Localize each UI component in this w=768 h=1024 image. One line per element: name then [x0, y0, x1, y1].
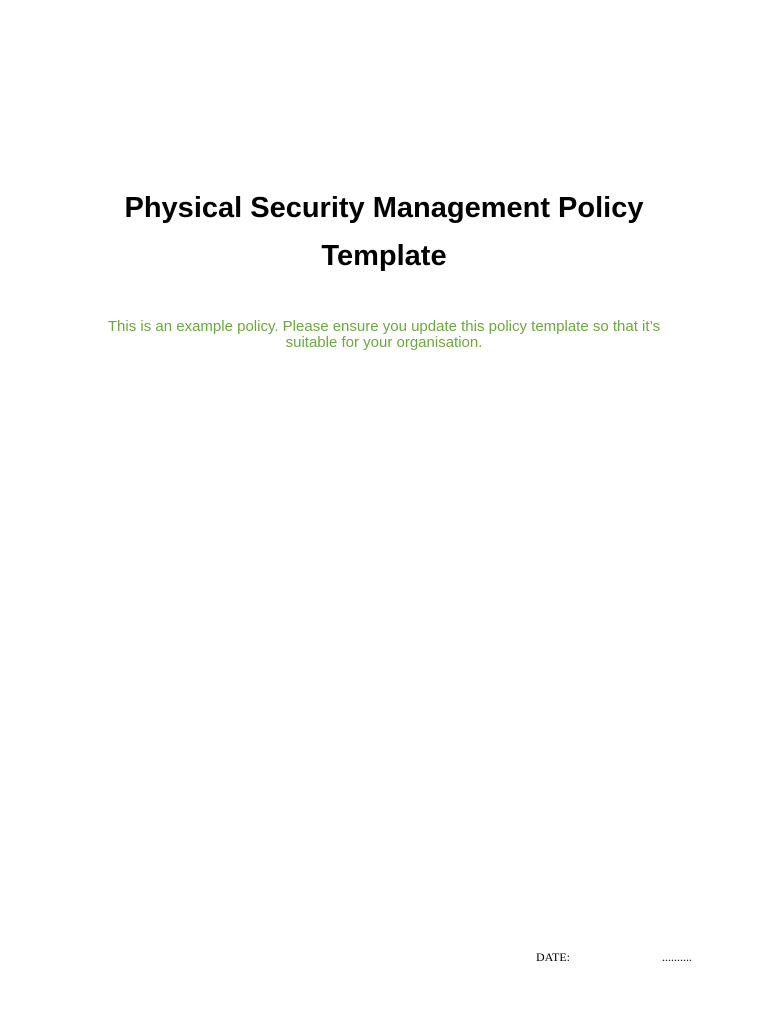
- template-note: [70, 319, 698, 351]
- date-line: [536, 949, 706, 965]
- template-note-line-1: This is an example policy. Please ensure you update this policy template so that it’s: [107, 318, 661, 335]
- date-label: DATE:: [536, 950, 570, 964]
- document-title: [60, 184, 708, 280]
- template-note-line-2: suitable for your organisation.: [285, 334, 483, 351]
- document-title-line-2: Template: [321, 240, 447, 272]
- date-value: ..........: [662, 950, 692, 964]
- document-title-line-1: Physical Security Management Policy: [124, 192, 644, 224]
